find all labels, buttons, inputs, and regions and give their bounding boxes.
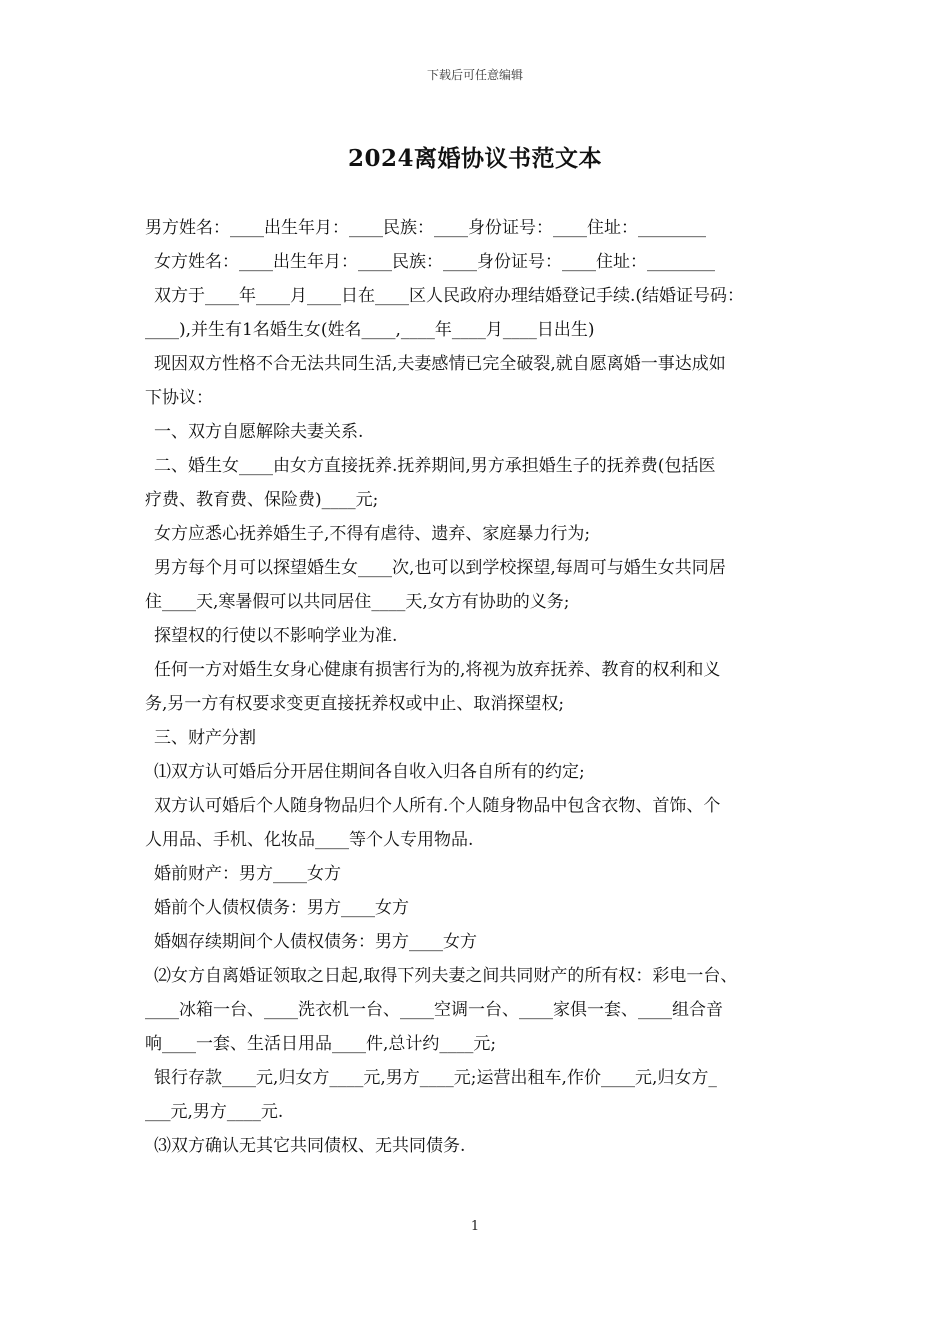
text-line: 下协议：	[145, 388, 213, 408]
text-line: 男方每个月可以探望婚生女____次,也可以到学校探望,每周可与婚生女共同居	[154, 558, 726, 578]
document-title: 2024离婚协议书范文本	[347, 145, 602, 172]
text-line: 男方姓名：____出生年月：____民族：____身份证号：____住址：________	[145, 218, 706, 238]
text-line: 双方于____年____月____日在____区人民政府办理结婚登记手续.(结婚证号码：	[154, 286, 745, 306]
text-line: ⑴双方认可婚后分开居住期间各自收入归各自所有的约定;	[154, 762, 585, 782]
text-line: ⑵女方自离婚证领取之日起,取得下列夫妻之间共同财产的所有权：彩电一台、	[154, 966, 738, 986]
text-line: 女方应悉心抚养婚生子,不得有虐待、遗弃、家庭暴力行为;	[154, 524, 591, 544]
text-line: ___元,男方____元.	[145, 1102, 284, 1122]
text-line: 一、双方自愿解除夫妻关系.	[154, 422, 364, 442]
text-line: 响____一套、生活日用品____件,总计约____元;	[145, 1034, 497, 1054]
text-line: 疗费、教育费、保险费)____元;	[145, 490, 379, 510]
text-line: ____冰箱一台、____洗衣机一台、____空调一台、____家俱一套、____组合音	[145, 1000, 723, 1020]
text-line: 任何一方对婚生女身心健康有损害行为的,将视为放弃抚养、教育的权利和义	[154, 660, 721, 680]
text-line: 务,另一方有权要求变更直接抚养权或中止、取消探望权;	[145, 694, 565, 714]
text-line: 双方认可婚后个人随身物品归个人所有.个人随身物品中包含衣物、首饰、个	[154, 796, 721, 816]
download-note: 下载后可任意编辑	[426, 68, 523, 82]
text-line: 婚前财产：男方____女方	[154, 864, 341, 884]
text-line: 婚姻存续期间个人债权债务：男方____女方	[154, 932, 477, 952]
text-line: 婚前个人债权债务：男方____女方	[154, 898, 409, 918]
text-line: 三、财产分割	[154, 728, 256, 748]
text-line: 现因双方性格不合无法共同生活,夫妻感情已完全破裂,就自愿离婚一事达成如	[154, 354, 726, 374]
text-line: ⑶双方确认无其它共同债权、无共同债务.	[154, 1136, 466, 1156]
page-number: 1	[470, 1219, 480, 1234]
text-line: 二、婚生女____由女方直接抚养.抚养期间,男方承担婚生子的抚养费(包括医	[154, 456, 716, 476]
text-line: 住____天,寒暑假可以共同居住____天,女方有协助的义务;	[145, 592, 570, 612]
text-line: 银行存款____元,归女方____元,男方____元;运营出租车,作价____元,归女方_	[154, 1068, 717, 1088]
text-line: 探望权的行使以不影响学业为准.	[154, 626, 398, 646]
agreement-body	[145, 211, 810, 1163]
text-line: 人用品、手机、化妆品____等个人专用物品.	[145, 830, 474, 850]
text-line: 女方姓名：____出生年月：____民族：____身份证号：____住址：________	[154, 252, 715, 272]
text-line: ____),并生有1名婚生女(姓名____,____年____月____日出生)	[145, 320, 595, 340]
